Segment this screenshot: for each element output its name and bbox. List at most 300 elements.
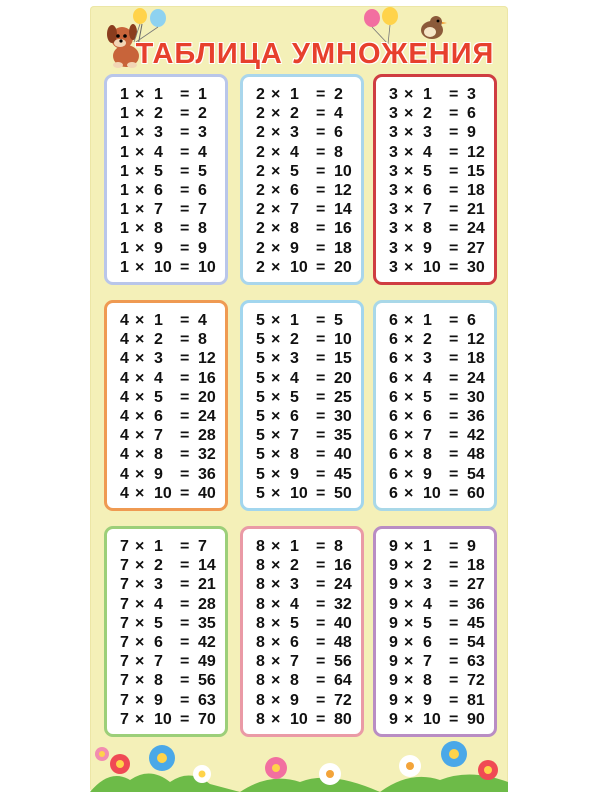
times-sign: × (271, 312, 281, 329)
multiplicand: 2 (256, 124, 265, 142)
times-sign: × (404, 201, 414, 219)
multiplicand: 2 (256, 105, 265, 123)
equals-sign: = (449, 239, 459, 257)
product: 18 (467, 182, 485, 199)
equals-sign: = (316, 143, 326, 161)
equals-sign: = (316, 538, 326, 555)
multiplier: 7 (290, 653, 299, 671)
times-sign: × (135, 408, 145, 425)
product: 40 (198, 484, 216, 502)
multiplier: 3 (423, 350, 432, 368)
equals-sign: = (180, 162, 190, 180)
product: 27 (467, 239, 485, 257)
equals-sign: = (180, 427, 190, 445)
multiplier: 4 (290, 369, 299, 387)
multiplicand: 1 (120, 105, 129, 123)
multiplicand: 2 (256, 201, 265, 219)
equals-sign: = (449, 388, 459, 406)
product: 45 (467, 614, 485, 632)
multiplier: 3 (154, 576, 163, 594)
times-sign: × (271, 239, 281, 257)
equals-sign: = (180, 331, 190, 349)
table-card-4 (104, 300, 228, 511)
multiplicand: 8 (256, 691, 265, 709)
times-sign: × (135, 595, 145, 613)
product: 9 (198, 239, 207, 257)
product: 8 (198, 331, 207, 349)
times-sign: × (135, 331, 145, 349)
equals-sign: = (316, 124, 326, 142)
multiplier: 8 (423, 672, 432, 690)
times-sign: × (404, 86, 414, 103)
multiplier: 6 (423, 634, 432, 651)
product: 64 (334, 672, 352, 690)
multiplicand: 5 (256, 465, 265, 483)
equals-sign: = (449, 595, 459, 613)
times-sign: × (404, 143, 414, 161)
times-sign: × (271, 258, 281, 276)
multiplier: 3 (154, 350, 163, 368)
multiplier: 1 (423, 538, 432, 555)
times-sign: × (271, 576, 281, 594)
product: 15 (334, 350, 352, 368)
multiplicand: 4 (120, 465, 129, 483)
times-sign: × (404, 258, 414, 276)
product: 21 (198, 576, 216, 594)
times-sign: × (271, 465, 281, 483)
multiplicand: 3 (389, 162, 398, 180)
multiplicand: 5 (256, 484, 265, 502)
multiplicand: 6 (389, 388, 398, 406)
product: 56 (334, 653, 352, 671)
multiplier: 9 (423, 691, 432, 709)
multiplier: 3 (290, 124, 299, 142)
product: 32 (334, 595, 352, 613)
product: 24 (467, 220, 485, 238)
multiplicand: 3 (389, 124, 398, 142)
multiplicand: 8 (256, 557, 265, 575)
multiplicand: 5 (256, 408, 265, 425)
equals-sign: = (180, 557, 190, 575)
product: 10 (334, 162, 352, 180)
times-sign: × (271, 538, 281, 555)
multiplier: 2 (154, 331, 163, 349)
table-card-8 (240, 526, 364, 737)
product: 6 (467, 312, 476, 329)
equals-sign: = (180, 595, 190, 613)
equals-sign: = (180, 388, 190, 406)
times-sign: × (135, 162, 145, 180)
equals-sign: = (316, 331, 326, 349)
product: 36 (467, 595, 485, 613)
equals-sign: = (449, 143, 459, 161)
multiplier: 5 (423, 162, 432, 180)
equals-sign: = (316, 484, 326, 502)
table-card-9 (373, 526, 497, 737)
product: 30 (467, 258, 485, 276)
product: 8 (334, 143, 343, 161)
times-sign: × (271, 86, 281, 103)
multiplication-poster (90, 6, 508, 792)
equals-sign: = (180, 312, 190, 329)
multiplier: 7 (154, 427, 163, 445)
multiplier: 3 (423, 576, 432, 594)
times-sign: × (135, 427, 145, 445)
product: 7 (198, 201, 207, 219)
product: 6 (467, 105, 476, 123)
multiplicand: 1 (120, 182, 129, 199)
multiplier: 10 (423, 710, 441, 728)
times-sign: × (404, 710, 414, 728)
product: 32 (198, 446, 216, 464)
multiplier: 9 (154, 465, 163, 483)
multiplicand: 6 (389, 427, 398, 445)
product: 60 (467, 484, 485, 502)
equals-sign: = (449, 465, 459, 483)
product: 28 (198, 595, 216, 613)
times-sign: × (135, 653, 145, 671)
multiplicand: 4 (120, 408, 129, 425)
multiplier: 2 (290, 105, 299, 123)
multiplier: 1 (423, 86, 432, 103)
times-sign: × (135, 465, 145, 483)
multiplicand: 2 (256, 182, 265, 199)
equals-sign: = (316, 557, 326, 575)
product: 90 (467, 710, 485, 728)
times-sign: × (135, 239, 145, 257)
equals-sign: = (316, 258, 326, 276)
product: 42 (467, 427, 485, 445)
multiplier: 3 (423, 124, 432, 142)
multiplicand: 9 (389, 691, 398, 709)
multiplier: 5 (290, 614, 299, 632)
multiplier: 9 (290, 691, 299, 709)
times-sign: × (271, 143, 281, 161)
equals-sign: = (180, 576, 190, 594)
multiplicand: 8 (256, 653, 265, 671)
times-sign: × (135, 220, 145, 238)
multiplicand: 5 (256, 446, 265, 464)
multiplicand: 1 (120, 239, 129, 257)
product: 63 (467, 653, 485, 671)
product: 7 (198, 538, 207, 555)
product: 18 (467, 350, 485, 368)
multiplicand: 8 (256, 538, 265, 555)
equals-sign: = (316, 465, 326, 483)
product: 4 (334, 105, 343, 123)
multiplier: 2 (423, 331, 432, 349)
multiplicand: 2 (256, 162, 265, 180)
multiplicand: 7 (120, 710, 129, 728)
equals-sign: = (316, 710, 326, 728)
times-sign: × (271, 182, 281, 199)
equals-sign: = (316, 312, 326, 329)
times-sign: × (404, 653, 414, 671)
equals-sign: = (449, 576, 459, 594)
equals-sign: = (449, 672, 459, 690)
equals-sign: = (449, 634, 459, 651)
product: 8 (198, 220, 207, 238)
product: 24 (467, 369, 485, 387)
product: 18 (334, 239, 352, 257)
product: 27 (467, 576, 485, 594)
product: 4 (198, 143, 207, 161)
times-sign: × (135, 538, 145, 555)
multiplier: 2 (423, 105, 432, 123)
multiplier: 10 (154, 710, 172, 728)
times-sign: × (135, 557, 145, 575)
product: 42 (198, 634, 216, 651)
multiplicand: 9 (389, 672, 398, 690)
multiplier: 1 (154, 86, 163, 103)
table-card-3 (373, 74, 497, 285)
multiplier: 6 (423, 408, 432, 425)
table-card-2 (240, 74, 364, 285)
multiplicand: 8 (256, 576, 265, 594)
multiplicand: 6 (389, 350, 398, 368)
multiplicand: 5 (256, 350, 265, 368)
product: 3 (198, 124, 207, 142)
multiplicand: 2 (256, 86, 265, 103)
equals-sign: = (449, 182, 459, 199)
multiplicand: 5 (256, 369, 265, 387)
times-sign: × (404, 465, 414, 483)
times-sign: × (404, 239, 414, 257)
equals-sign: = (449, 220, 459, 238)
multiplier: 2 (290, 557, 299, 575)
multiplicand: 4 (120, 331, 129, 349)
equals-sign: = (180, 465, 190, 483)
equals-sign: = (316, 672, 326, 690)
multiplier: 2 (154, 105, 163, 123)
multiplier: 2 (290, 331, 299, 349)
table-card-5 (240, 300, 364, 511)
equals-sign: = (449, 312, 459, 329)
equals-sign: = (180, 691, 190, 709)
product: 54 (467, 634, 485, 651)
multiplier: 4 (423, 143, 432, 161)
multiplicand: 4 (120, 312, 129, 329)
product: 36 (467, 408, 485, 425)
multiplicand: 3 (389, 105, 398, 123)
multiplicand: 4 (120, 369, 129, 387)
equals-sign: = (180, 124, 190, 142)
equals-sign: = (180, 239, 190, 257)
equals-sign: = (316, 595, 326, 613)
equals-sign: = (449, 653, 459, 671)
multiplier: 6 (423, 182, 432, 199)
multiplier: 5 (423, 614, 432, 632)
times-sign: × (271, 595, 281, 613)
multiplicand: 6 (389, 369, 398, 387)
multiplier: 6 (290, 634, 299, 651)
product: 50 (334, 484, 352, 502)
multiplier: 10 (290, 710, 308, 728)
multiplicand: 5 (256, 427, 265, 445)
multiplier: 1 (290, 86, 299, 103)
equals-sign: = (316, 388, 326, 406)
equals-sign: = (180, 143, 190, 161)
times-sign: × (404, 105, 414, 123)
equals-sign: = (180, 408, 190, 425)
equals-sign: = (449, 350, 459, 368)
equals-sign: = (316, 614, 326, 632)
multiplier: 8 (423, 446, 432, 464)
product: 45 (334, 465, 352, 483)
product: 81 (467, 691, 485, 709)
multiplicand: 7 (120, 691, 129, 709)
times-sign: × (135, 388, 145, 406)
times-sign: × (404, 388, 414, 406)
multiplicand: 1 (120, 162, 129, 180)
multiplicand: 9 (389, 634, 398, 651)
times-sign: × (135, 124, 145, 142)
multiplier: 2 (423, 557, 432, 575)
multiplicand: 9 (389, 710, 398, 728)
times-sign: × (271, 408, 281, 425)
multiplicand: 6 (389, 312, 398, 329)
multiplicand: 3 (389, 220, 398, 238)
flowers-middle-icon (240, 746, 380, 792)
multiplier: 10 (423, 484, 441, 502)
times-sign: × (404, 162, 414, 180)
times-sign: × (404, 576, 414, 594)
multiplier: 7 (423, 201, 432, 219)
multiplier: 8 (154, 220, 163, 238)
equals-sign: = (316, 201, 326, 219)
equals-sign: = (316, 239, 326, 257)
multiplicand: 3 (389, 182, 398, 199)
multiplicand: 1 (120, 258, 129, 276)
times-sign: × (271, 331, 281, 349)
product: 35 (334, 427, 352, 445)
product: 3 (467, 86, 476, 103)
multiplier: 4 (154, 369, 163, 387)
equals-sign: = (180, 710, 190, 728)
product: 2 (334, 86, 343, 103)
equals-sign: = (180, 258, 190, 276)
multiplier: 1 (290, 538, 299, 555)
multiplier: 1 (290, 312, 299, 329)
multiplicand: 6 (389, 465, 398, 483)
multiplier: 6 (154, 634, 163, 651)
times-sign: × (135, 446, 145, 464)
multiplicand: 3 (389, 258, 398, 276)
product: 14 (334, 201, 352, 219)
times-sign: × (271, 614, 281, 632)
product: 6 (198, 182, 207, 199)
equals-sign: = (449, 427, 459, 445)
multiplicand: 6 (389, 408, 398, 425)
times-sign: × (404, 182, 414, 199)
product: 12 (467, 143, 485, 161)
multiplier: 6 (154, 182, 163, 199)
product: 72 (467, 672, 485, 690)
multiplier: 10 (290, 484, 308, 502)
times-sign: × (271, 369, 281, 387)
equals-sign: = (316, 653, 326, 671)
times-sign: × (135, 350, 145, 368)
multiplicand: 6 (389, 446, 398, 464)
multiplier: 5 (154, 614, 163, 632)
times-sign: × (135, 201, 145, 219)
multiplier: 5 (423, 388, 432, 406)
multiplier: 4 (290, 595, 299, 613)
equals-sign: = (449, 691, 459, 709)
times-sign: × (271, 201, 281, 219)
product: 40 (334, 446, 352, 464)
product: 36 (198, 465, 216, 483)
multiplier: 7 (290, 201, 299, 219)
multiplicand: 2 (256, 239, 265, 257)
product: 12 (198, 350, 216, 368)
multiplicand: 2 (256, 143, 265, 161)
product: 9 (467, 124, 476, 142)
times-sign: × (135, 182, 145, 199)
equals-sign: = (180, 484, 190, 502)
multiplicand: 8 (256, 710, 265, 728)
times-sign: × (271, 162, 281, 180)
times-sign: × (404, 538, 414, 555)
times-sign: × (135, 105, 145, 123)
product: 24 (198, 408, 216, 425)
multiplier: 10 (290, 258, 308, 276)
times-sign: × (404, 312, 414, 329)
multiplier: 7 (290, 427, 299, 445)
equals-sign: = (449, 557, 459, 575)
multiplicand: 1 (120, 124, 129, 142)
times-sign: × (271, 691, 281, 709)
product: 1 (198, 86, 207, 103)
multiplicand: 9 (389, 538, 398, 555)
product: 72 (334, 691, 352, 709)
multiplicand: 8 (256, 614, 265, 632)
times-sign: × (404, 350, 414, 368)
flowers-left-icon (90, 728, 240, 792)
equals-sign: = (180, 634, 190, 651)
multiplier: 6 (290, 408, 299, 425)
equals-sign: = (180, 182, 190, 199)
times-sign: × (135, 710, 145, 728)
product: 16 (334, 557, 352, 575)
times-sign: × (404, 484, 414, 502)
multiplicand: 7 (120, 672, 129, 690)
multiplicand: 7 (120, 557, 129, 575)
product: 28 (198, 427, 216, 445)
times-sign: × (271, 388, 281, 406)
multiplicand: 9 (389, 614, 398, 632)
product: 35 (198, 614, 216, 632)
multiplier: 9 (154, 239, 163, 257)
multiplier: 5 (154, 388, 163, 406)
times-sign: × (135, 691, 145, 709)
times-sign: × (271, 350, 281, 368)
multiplicand: 1 (120, 86, 129, 103)
multiplier: 8 (154, 672, 163, 690)
multiplicand: 4 (120, 446, 129, 464)
equals-sign: = (449, 162, 459, 180)
product: 14 (198, 557, 216, 575)
times-sign: × (135, 576, 145, 594)
equals-sign: = (180, 538, 190, 555)
times-sign: × (271, 484, 281, 502)
times-sign: × (404, 691, 414, 709)
product: 18 (467, 557, 485, 575)
times-sign: × (404, 672, 414, 690)
equals-sign: = (180, 350, 190, 368)
multiplier: 9 (290, 465, 299, 483)
equals-sign: = (449, 331, 459, 349)
